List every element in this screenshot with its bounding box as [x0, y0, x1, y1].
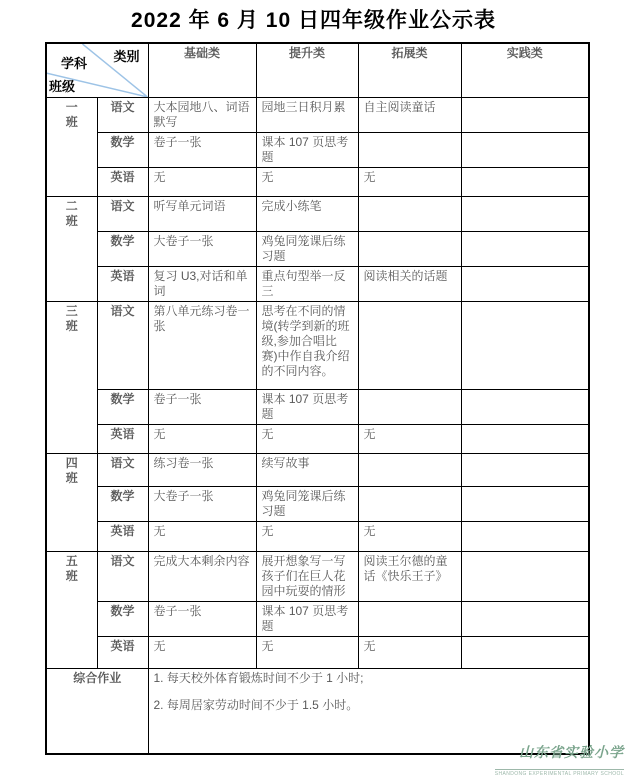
homework-cell: [461, 522, 589, 552]
homework-cell: [358, 602, 461, 637]
homework-cell: 展开想象写一写孩子们在巨人花园中玩耍的情形: [256, 552, 358, 602]
homework-cell: 无: [256, 168, 358, 197]
class-5-label: 五 班: [46, 552, 97, 669]
class-3-label: 三 班: [46, 302, 97, 454]
homework-cell: 园地三日积月累: [256, 98, 358, 133]
summary-line-1: 1. 每天校外体育锻炼时间不少于 1 小时;: [153, 671, 364, 685]
homework-cell: 鸡兔同笼课后练习题: [256, 487, 358, 522]
subject-label: 语文: [97, 454, 148, 487]
homework-cell: 无: [358, 168, 461, 197]
homework-cell: [358, 454, 461, 487]
homework-cell: 无: [148, 637, 256, 669]
page-title: 2022 年 6 月 10 日四年级作业公示表: [131, 9, 496, 32]
subject-label: 语文: [97, 552, 148, 602]
homework-cell: 完成小练笔: [256, 197, 358, 232]
homework-cell: [358, 133, 461, 168]
homework-cell: 练习卷一张: [148, 454, 256, 487]
school-name-en: SHANDONG EXPERIMENTAL PRIMARY SCHOOL: [494, 771, 624, 777]
subject-label: 英语: [97, 637, 148, 669]
homework-cell: 阅读相关的话题: [358, 267, 461, 302]
homework-cell: 卷子一张: [148, 602, 256, 637]
table-row: [46, 197, 589, 232]
table-row: [46, 487, 589, 522]
homework-cell: 自主阅读童话: [358, 98, 461, 133]
subject-label: 语文: [97, 98, 148, 133]
subject-label: 英语: [97, 168, 148, 197]
corner-label-category: 类别: [113, 49, 140, 64]
school-watermark: [495, 742, 624, 780]
table-row: [46, 425, 589, 454]
homework-cell: 无: [148, 168, 256, 197]
homework-cell: 课本 107 页思考题: [256, 133, 358, 168]
school-name-cn: 山东省实验小学: [519, 744, 624, 760]
homework-cell: [461, 133, 589, 168]
class-2-label: 二 班: [46, 197, 97, 302]
table-row: [46, 168, 589, 197]
table-row: [46, 522, 589, 552]
homework-table: [45, 42, 590, 755]
table-row: [46, 98, 589, 133]
table-row: [46, 302, 589, 390]
subject-label: 英语: [97, 267, 148, 302]
homework-cell: [461, 98, 589, 133]
class-4-label: 四 班: [46, 454, 97, 552]
homework-cell: 卷子一张: [148, 390, 256, 425]
subject-label: 数学: [97, 487, 148, 522]
homework-cell: 无: [148, 522, 256, 552]
homework-cell: [358, 197, 461, 232]
subject-label: 语文: [97, 197, 148, 232]
homework-cell: 无: [256, 522, 358, 552]
homework-cell: [358, 487, 461, 522]
table-row: [46, 602, 589, 637]
homework-cell: [461, 168, 589, 197]
homework-cell: 大卷子一张: [148, 487, 256, 522]
homework-cell: [461, 637, 589, 669]
homework-cell: 无: [256, 637, 358, 669]
column-header-extend: 拓展类: [358, 43, 461, 98]
column-header-improve: 提升类: [256, 43, 358, 98]
subject-label: 数学: [97, 390, 148, 425]
homework-cell: 无: [358, 637, 461, 669]
homework-cell: 课本 107 页思考题: [256, 602, 358, 637]
homework-cell: 无: [358, 425, 461, 454]
homework-cell: 卷子一张: [148, 133, 256, 168]
subject-label: 语文: [97, 302, 148, 390]
homework-cell: [358, 302, 461, 390]
homework-cell: 思考在不同的情境(转学到新的班级,参加合唱比赛)中作自我介绍的不同内容。: [256, 302, 358, 390]
homework-cell: [461, 425, 589, 454]
homework-cell: [461, 552, 589, 602]
summary-row: [46, 669, 589, 754]
homework-cell: 重点句型举一反三: [256, 267, 358, 302]
table-row: [46, 390, 589, 425]
homework-cell: 无: [256, 425, 358, 454]
homework-cell: [461, 302, 589, 390]
homework-cell: [461, 487, 589, 522]
summary-content: [148, 669, 589, 754]
subject-label: 英语: [97, 522, 148, 552]
summary-label: 综合作业: [46, 669, 148, 754]
header-row: [46, 43, 589, 98]
subject-label: 数学: [97, 232, 148, 267]
homework-cell: 阅读王尔德的童话《快乐王子》: [358, 552, 461, 602]
homework-cell: [461, 602, 589, 637]
homework-cell: 大卷子一张: [148, 232, 256, 267]
table-row: [46, 267, 589, 302]
summary-line-2: 2. 每周居家劳动时间不少于 1.5 小时。: [153, 698, 359, 712]
subject-label: 英语: [97, 425, 148, 454]
diagonal-header-cell: [46, 43, 148, 98]
homework-cell: 鸡兔同笼课后练习题: [256, 232, 358, 267]
homework-cell: [358, 232, 461, 267]
table-row: [46, 454, 589, 487]
homework-cell: [461, 390, 589, 425]
corner-label-subject: 学科: [61, 56, 88, 71]
class-1-label: 一 班: [46, 98, 97, 197]
column-header-basic: 基础类: [148, 43, 256, 98]
homework-cell: [461, 232, 589, 267]
homework-cell: 大本园地八、词语默写: [148, 98, 256, 133]
homework-cell: 复习 U3,对话和单词: [148, 267, 256, 302]
homework-cell: [461, 197, 589, 232]
homework-cell: 无: [148, 425, 256, 454]
table-row: [46, 637, 589, 669]
table-row: [46, 232, 589, 267]
homework-cell: 完成大本剩余内容: [148, 552, 256, 602]
table-row: [46, 552, 589, 602]
homework-cell: 听写单元词语: [148, 197, 256, 232]
subject-label: 数学: [97, 602, 148, 637]
homework-cell: [461, 267, 589, 302]
homework-cell: [358, 390, 461, 425]
column-header-practice: 实践类: [461, 43, 589, 98]
table-row: [46, 133, 589, 168]
homework-cell: [461, 454, 589, 487]
corner-label-class: 班级: [49, 78, 76, 94]
subject-label: 数学: [97, 133, 148, 168]
homework-cell: 课本 107 页思考题: [256, 390, 358, 425]
homework-cell: 无: [358, 522, 461, 552]
homework-cell: 第八单元练习卷一张: [148, 302, 256, 390]
homework-cell: 续写故事: [256, 454, 358, 487]
